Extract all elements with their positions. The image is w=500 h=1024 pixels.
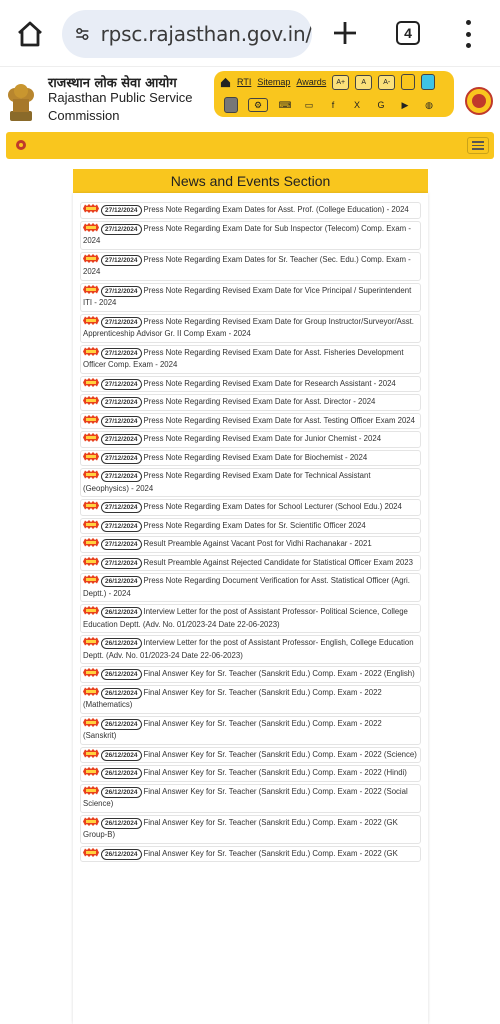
- news-item[interactable]: [80, 784, 421, 813]
- news-date: 27/12/2024: [101, 471, 142, 482]
- news-link-text[interactable]: Press Note Regarding Revised Exam Date for Biochemist - 2024: [143, 452, 368, 462]
- news-item[interactable]: [80, 815, 421, 844]
- news-item[interactable]: [80, 394, 421, 411]
- site-header: [0, 66, 500, 130]
- news-item[interactable]: [80, 413, 421, 430]
- rti-link[interactable]: RTI: [237, 77, 252, 87]
- news-date: 26/12/2024: [101, 607, 142, 618]
- new-badge-icon: [83, 520, 99, 529]
- font-decrease-button[interactable]: A-: [378, 75, 395, 90]
- section-title: News and Events Section: [73, 169, 428, 193]
- home-icon[interactable]: [220, 77, 231, 88]
- news-item[interactable]: [80, 202, 421, 219]
- news-item[interactable]: [80, 536, 421, 553]
- new-badge-icon: [83, 557, 99, 566]
- monitor-icon[interactable]: ▭: [304, 99, 314, 110]
- news-date: 27/12/2024: [101, 224, 142, 235]
- news-item[interactable]: [80, 518, 421, 535]
- new-badge-icon: [83, 606, 99, 615]
- news-link-text[interactable]: Press Note Regarding Exam Dates for School Lecturer (School Edu.) 2024: [143, 502, 402, 511]
- news-date: 27/12/2024: [101, 521, 142, 532]
- new-badge-icon: [83, 687, 99, 696]
- new-badge-icon: [83, 538, 99, 547]
- news-date: 26/12/2024: [101, 849, 142, 860]
- news-item[interactable]: [80, 499, 421, 516]
- new-badge-icon: [83, 575, 99, 584]
- news-date: 26/12/2024: [101, 669, 142, 680]
- news-date: 26/12/2024: [101, 688, 142, 699]
- news-link-text[interactable]: Press Note Regarding Revised Exam Date for Vice Principal / Superintendent ITI - 2024: [83, 285, 412, 307]
- news-item[interactable]: [80, 666, 421, 683]
- browser-toolbar: [0, 0, 500, 66]
- news-link-text[interactable]: Final Answer Key for Sr. Teacher (Sanskrit Edu.) Comp. Exam - 2022 (Mathematics): [83, 687, 382, 709]
- news-link-text[interactable]: Press Note Regarding Revised Exam Date for Asst. Testing Officer Exam 2024: [143, 415, 415, 425]
- news-item[interactable]: [80, 747, 421, 764]
- new-badge-icon: [83, 396, 99, 405]
- news-link-text[interactable]: Press Note Regarding Exam Dates for Asst. Prof. (College Education) - 2024: [143, 205, 409, 214]
- news-link-text[interactable]: Interview Letter for the post of Assistant Professor- Political Science, College Education Deptt. (Adv. No. 01/2023-24 Date 22-06-2023): [83, 607, 408, 629]
- news-link-text[interactable]: Final Answer Key for Sr. Teacher (Sanskrit Edu.) Comp. Exam - 2022 (Hindi): [143, 768, 407, 777]
- new-badge-icon: [83, 767, 99, 776]
- news-item[interactable]: [80, 431, 421, 448]
- utility-panel: [214, 71, 454, 117]
- news-list: [73, 193, 428, 1024]
- news-date: 27/12/2024: [101, 348, 142, 359]
- news-item[interactable]: [80, 846, 421, 863]
- news-link-text[interactable]: Press Note Regarding Revised Exam Date for Research Assistant - 2024: [143, 378, 396, 388]
- news-date: 26/12/2024: [101, 787, 142, 798]
- news-link-text[interactable]: Press Note Regarding Exam Dates for Sr. Scientific Officer 2024: [143, 520, 366, 530]
- new-badge-icon: [83, 204, 99, 213]
- keyboard-icon[interactable]: ⌨: [278, 99, 292, 110]
- news-link-text[interactable]: Press Note Regarding Revised Exam Date for Junior Chemist - 2024: [143, 434, 382, 443]
- youtube-icon[interactable]: ▶: [401, 99, 409, 110]
- news-item[interactable]: [80, 468, 421, 497]
- facebook-icon[interactable]: f: [331, 100, 335, 110]
- new-badge-icon: [83, 817, 99, 826]
- org-name-english-line2: Commission: [48, 108, 120, 123]
- state-emblem-logo: [6, 81, 36, 123]
- news-link-text[interactable]: Result Preamble Against Vacant Post for Vidhi Rachanakar - 2021: [143, 539, 372, 548]
- news-date: 27/12/2024: [101, 558, 142, 569]
- news-item[interactable]: [80, 604, 421, 633]
- news-date: 26/12/2024: [101, 638, 142, 649]
- new-badge-icon: [83, 718, 99, 727]
- new-badge-icon: [83, 470, 99, 479]
- site-settings-icon[interactable]: [74, 23, 91, 45]
- theme-gray-swatch[interactable]: [224, 97, 238, 113]
- news-date: 26/12/2024: [101, 750, 142, 761]
- main-navbar: [6, 132, 494, 159]
- new-badge-icon: [83, 848, 99, 857]
- new-badge-icon: [83, 668, 99, 677]
- news-date: 27/12/2024: [101, 317, 142, 328]
- news-link-text[interactable]: Press Note Regarding Document Verification for Asst. Statistical Officer (Agri. Deptt.) - 2024: [83, 576, 410, 598]
- news-item[interactable]: [80, 450, 421, 467]
- address-bar[interactable]: [62, 10, 312, 58]
- theme-blue-swatch[interactable]: [421, 74, 435, 90]
- news-date: 26/12/2024: [101, 576, 142, 587]
- google-icon[interactable]: G: [377, 100, 385, 110]
- settings-icon[interactable]: ⚙: [248, 98, 268, 112]
- news-item[interactable]: [80, 635, 421, 664]
- news-date: 27/12/2024: [101, 434, 142, 445]
- news-date: 27/12/2024: [101, 502, 142, 513]
- news-date: 27/12/2024: [101, 397, 142, 408]
- news-link-text[interactable]: Final Answer Key for Sr. Teacher (Sanskrit Edu.) Comp. Exam - 2022 (GK Group-B): [83, 817, 398, 839]
- news-date: 26/12/2024: [101, 818, 142, 829]
- new-badge-icon: [83, 415, 99, 424]
- news-item[interactable]: [80, 345, 421, 374]
- home-icon[interactable]: [14, 18, 46, 50]
- news-link-text[interactable]: Press Note Regarding Exam Dates for Sr. Teacher (Sec. Edu.) Comp. Exam - 2024: [83, 254, 411, 276]
- news-link-text[interactable]: Final Answer Key for Sr. Teacher (Sanskrit Edu.) Comp. Exam - 2022 (Science): [143, 749, 417, 759]
- nav-logo-icon[interactable]: [14, 138, 28, 152]
- news-item[interactable]: [80, 376, 421, 393]
- news-item[interactable]: [80, 765, 421, 782]
- new-badge-icon: [83, 452, 99, 461]
- news-date: 27/12/2024: [101, 286, 142, 297]
- news-date: 27/12/2024: [101, 379, 142, 390]
- more-options-icon[interactable]: [460, 20, 476, 48]
- new-badge-icon: [83, 316, 99, 325]
- news-link-text[interactable]: Press Note Regarding Revised Exam Date for Group Instructor/Surveyor/Asst. Apprenticeship Advisor Gr. II Comp Exam - 2024: [83, 316, 414, 338]
- news-date: 27/12/2024: [101, 416, 142, 427]
- url-text: rpsc.rajasthan.gov.in/: [100, 22, 312, 46]
- news-link-text[interactable]: Press Note Regarding Revised Exam Date for Technical Assistant (Geophysics) - 2024: [83, 471, 371, 493]
- org-name-hindi: राजस्थान लोक सेवा आयोग: [48, 76, 177, 91]
- news-date: 27/12/2024: [101, 205, 142, 216]
- news-link-text[interactable]: Press Note Regarding Revised Exam Date for Asst. Director - 2024: [143, 397, 376, 406]
- tab-switcher-button[interactable]: 4: [396, 21, 420, 45]
- new-badge-icon: [83, 285, 99, 294]
- news-link-text[interactable]: Result Preamble Against Rejected Candidate for Statistical Officer Exam 2023: [143, 557, 413, 567]
- org-name-english-line1: Rajasthan Public Service: [48, 90, 193, 105]
- news-link-text[interactable]: Press Note Regarding Exam Date for Sub Inspector (Telecom) Comp. Exam - 2024: [83, 223, 411, 245]
- news-item[interactable]: [80, 555, 421, 572]
- new-badge-icon: [83, 254, 99, 263]
- new-badge-icon: [83, 347, 99, 356]
- news-item[interactable]: [80, 221, 421, 250]
- font-increase-button[interactable]: A+: [332, 75, 349, 90]
- news-date: 27/12/2024: [101, 255, 142, 266]
- news-item[interactable]: [80, 283, 421, 312]
- new-badge-icon: [83, 501, 99, 510]
- news-link-text[interactable]: Final Answer Key for Sr. Teacher (Sanskrit Edu.) Comp. Exam - 2022 (Sanskrit): [83, 718, 382, 740]
- news-link-text[interactable]: Final Answer Key for Sr. Teacher (Sanskrit Edu.) Comp. Exam - 2022 (Social Science): [83, 786, 408, 808]
- rpsc-seal-logo: [465, 87, 493, 115]
- news-date: 27/12/2024: [101, 453, 142, 464]
- news-item[interactable]: [80, 573, 421, 602]
- news-link-text[interactable]: Press Note Regarding Revised Exam Date for Asst. Fisheries Development Officer Comp. Exam - 2024: [83, 347, 404, 369]
- news-item[interactable]: [80, 685, 421, 714]
- news-link-text[interactable]: Interview Letter for the post of Assistant Professor- English, College Education Deptt. (Adv. No. 01/2023-24 Date 22-06-2023): [83, 638, 414, 660]
- news-item[interactable]: [80, 716, 421, 745]
- globe-icon[interactable]: ◍: [425, 99, 433, 110]
- news-date: 27/12/2024: [101, 539, 142, 550]
- font-normal-button[interactable]: A: [355, 75, 372, 90]
- news-item[interactable]: [80, 314, 421, 343]
- news-date: 26/12/2024: [101, 768, 142, 779]
- news-link-text[interactable]: Final Answer Key for Sr. Teacher (Sanskrit Edu.) Comp. Exam - 2022 (English): [143, 669, 415, 678]
- new-badge-icon: [83, 786, 99, 795]
- new-badge-icon: [83, 433, 99, 442]
- new-badge-icon: [83, 749, 99, 758]
- new-badge-icon: [83, 378, 99, 387]
- sitemap-link[interactable]: Sitemap: [257, 77, 291, 87]
- news-date: 26/12/2024: [101, 719, 142, 730]
- awards-link[interactable]: Awards: [296, 77, 327, 87]
- new-tab-icon[interactable]: [330, 18, 360, 48]
- x-twitter-icon[interactable]: X: [353, 100, 360, 110]
- new-badge-icon: [83, 637, 99, 646]
- theme-yellow-swatch[interactable]: [401, 74, 415, 90]
- news-link-text[interactable]: Final Answer Key for Sr. Teacher (Sanskrit Edu.) Comp. Exam - 2022 (GK: [143, 848, 398, 858]
- new-badge-icon: [83, 223, 99, 232]
- news-item[interactable]: [80, 252, 421, 281]
- menu-toggle-button[interactable]: [467, 137, 489, 154]
